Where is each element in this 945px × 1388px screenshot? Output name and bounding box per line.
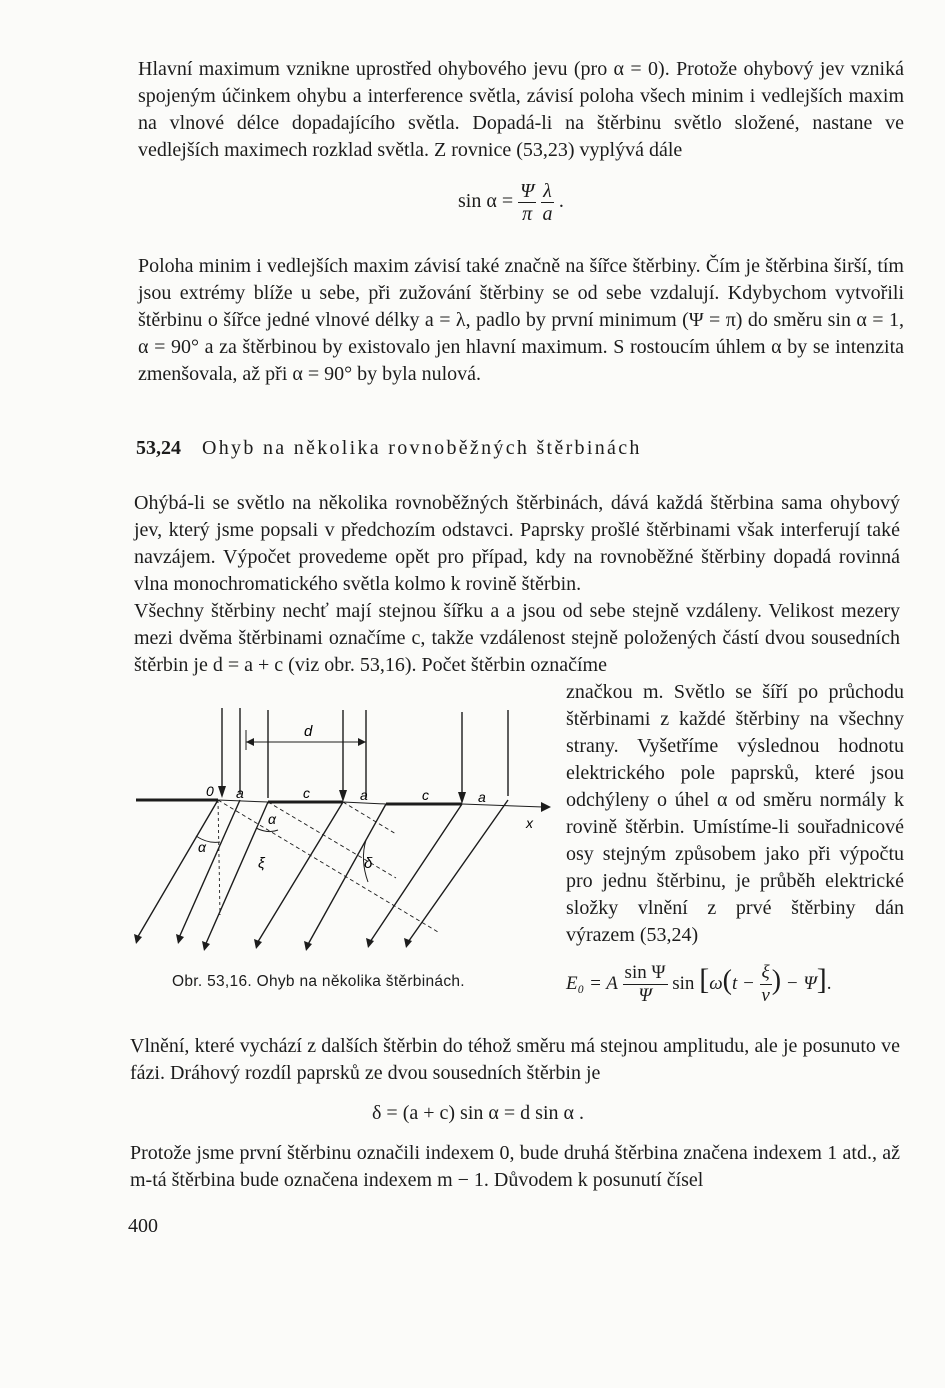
- equation-path-difference: δ = (a + c) sin α = d sin α .: [372, 1102, 584, 1124]
- label-x-axis: x: [526, 815, 533, 831]
- label-c1: c: [303, 785, 310, 801]
- paragraph-phase-shift: Vlnění, které vychází z dalších štěrbin do téhož směru má stejnou amplitudu, ale je posunuto ve fázi. Dráhový rozdíl paprsků ze dvou sousedních štěrbin je: [130, 1035, 900, 1084]
- figure-caption: Obr. 53,16. Ohyb na několika štěrbinách.: [172, 973, 465, 990]
- eq1-lhs: sin α =: [458, 190, 514, 213]
- eq2-lhs: E₀ = A: [566, 972, 618, 994]
- paragraph-field-expression: značkou m. Světlo se šíří po průchodu štěrbinami z každé štěrbiny na všechny strany. Vyšetříme výslednou hodnotu elektrického pole paprsků, které jsou odchýleny o úhel α od směru normály k rovině štěrbin. Umístíme-li souřadnicové osy stejným způsobem jako při výpočtu pro jednu štěrbinu, je průběh elektrické složky vlnění z prvé štěrbiny dán výrazem (53,24): [566, 681, 904, 946]
- page-number: 400: [128, 1215, 158, 1237]
- paragraph-slit-spacing: Všechny štěrbiny nechť mají stejnou šířku a a jsou od sebe stejně vzdáleny. Velikost mezery mezi dvěma štěrbinami označíme c, takže vzdálenost stejně položených částí dvou sousedních štěrbin je d = a + c (viz obr. 53,16). Počet štěrbin označíme: [134, 600, 900, 676]
- label-alpha-1: α: [198, 839, 206, 855]
- eq1-frac-lambda-a: $\frac{\lambda}{a}$: [542, 180, 553, 225]
- eq2-omega: ω: [709, 972, 723, 994]
- eq2-frac-xi-v: $\frac{\xi}{v}$: [761, 962, 770, 1006]
- paragraph-slit-width: Poloha minim i vedlejších maxim závisí také značně na šířce štěrbiny. Čím je štěrbina širší, tím jsou extrémy blíže u sebe, při zužování štěrbiny se od sebe vzdalují. Kdybychom vytvořili štěrbinu o šířce jedné vlnové délky a = λ, padlo by první minimum (Ψ = π) do směru sin α = 1, α = 90° a za štěrbinou by existovalo jen hlavní maximum. S rostoucím úhlem α by se intenzita zmenšovala, až při α = 90° by byla nulová.: [138, 255, 904, 385]
- paragraph-indexing: Protože jsme první štěrbinu označili indexem 0, bude druhá štěrbina značena indexem 1 atd., až m-tá štěrbina bude označena indexem m − 1. Důvodem k posunutí čísel: [130, 1142, 900, 1191]
- section-title: Ohyb na několika rovnoběžných štěrbinách: [202, 437, 642, 459]
- section-heading: [136, 437, 642, 460]
- label-d: d: [304, 723, 313, 740]
- label-alpha-2: α: [268, 811, 276, 827]
- eq1-frac-psi-pi: $\frac{\Psi}{\pi}$: [520, 180, 535, 225]
- paragraph-intro: Hlavní maximum vznikne uprostřed ohybového jevu (pro α = 0). Protože ohybový jev vzniká spojeným účinkem ohybu a interference světla, závisí poloha všech minim i vedlejších maxim na vlnové délce dopadajícího světla. Dopadá-li na štěrbinu světlo složené, nastane ve vedlejších maximech rozklad světla. Z rovnice (53,23) vyplývá dále: [138, 58, 904, 161]
- label-delta: δ: [364, 855, 373, 872]
- label-c2: c: [422, 787, 429, 803]
- eq2-end: .: [826, 972, 832, 994]
- label-origin: 0: [206, 783, 214, 799]
- label-a2: a: [360, 787, 368, 803]
- eq2-minus-psi: − Ψ: [785, 972, 817, 994]
- eq2-t: t −: [731, 972, 755, 994]
- equation-field-e0: E₀ = A $\frac{\text{sin Ψ}}{\Psi}$ sin [ω(t − $\frac{\xi}{v}$ ) − Ψ].: [566, 962, 832, 1006]
- label-xi: ξ: [258, 855, 265, 872]
- eq2-frac-sin-psi: $\frac{\text{sin Ψ}}{\Psi}$: [624, 962, 666, 1006]
- label-a1: a: [236, 785, 244, 801]
- eq2-sin: sin: [672, 972, 695, 994]
- section-number: 53,24: [136, 437, 181, 459]
- label-a3: a: [478, 789, 486, 805]
- paragraph-multiple-slits: Ohýbá-li se světlo na několika rovnoběžných štěrbinách, dává každá štěrbina sama ohybový jev, který jsme popsali v předchozím odstavci. Paprsky prošlé štěrbinami však interferují také navzájem. Výpočet provedeme opět pro případ, kdy na rovnoběžné štěrbiny dopadá rovinná vlna monochromatického světla kolmo k rovině štěrbin.: [134, 492, 900, 595]
- eq1-end: .: [558, 190, 564, 213]
- equation-sin-alpha: [458, 180, 564, 225]
- figure-multi-slit-diagram: [128, 700, 558, 960]
